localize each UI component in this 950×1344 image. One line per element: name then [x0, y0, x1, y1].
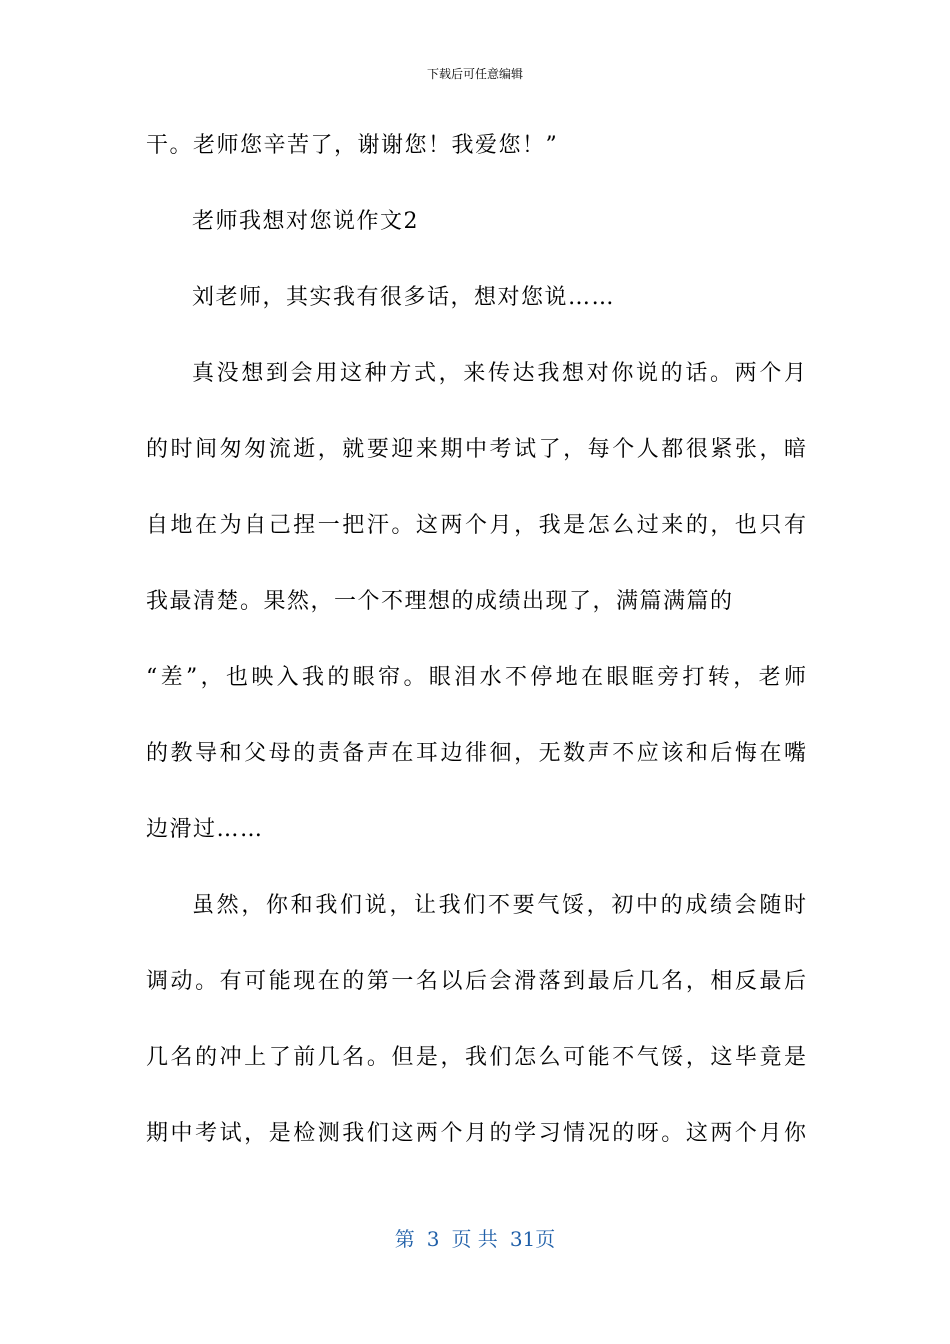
text-line: 边滑过…… — [146, 817, 264, 842]
text-line: 调动。有可能现在的第一名以后会滑落到最后几名，相反最后 — [146, 969, 806, 994]
text-line: 期中考试，是检测我们这两个月的学习情况的呀。这两个月你 — [146, 1121, 806, 1146]
text-line: 自地在为自己捏一把汗。这两个月，我是怎么过来的，也只有 — [146, 513, 806, 538]
header-note: 下载后可任意编辑 — [426, 67, 523, 81]
text-line: 刘老师，其实我有很多话，想对您说…… — [192, 285, 616, 310]
text-line: “差”，也映入我的眼帘。眼泪水不停地在眼眶旁打转，老师 — [146, 665, 806, 690]
section-title: 老师我想对您说作文2 — [192, 209, 419, 234]
footer-current-page: 3 — [426, 1227, 440, 1251]
text-line: 几名的冲上了前几名。但是，我们怎么可能不气馁，这毕竟是 — [146, 1045, 806, 1070]
text-line: 的教导和父母的责备声在耳边徘徊，无数声不应该和后悔在嘴 — [146, 741, 806, 766]
text-line: 干。老师您辛苦了，谢谢您！我爱您！” — [146, 133, 559, 158]
text-line: 虽然，你和我们说，让我们不要气馁，初中的成绩会随时 — [192, 893, 806, 918]
footer-label-page: 第 — [394, 1227, 415, 1251]
body-text — [146, 128, 806, 1192]
footer-label-of: 页 共 — [451, 1227, 498, 1251]
text-line: 的时间匆匆流逝，就要迎来期中考试了，每个人都很紧张，暗 — [146, 437, 806, 462]
page-footer — [0, 1226, 950, 1252]
text-line: 真没想到会用这种方式，来传达我想对你说的话。两个月 — [192, 361, 806, 386]
text-line: 我最清楚。果然，一个不理想的成绩出现了，满篇满篇的 — [146, 589, 734, 614]
footer-total-pages: 31页 — [509, 1227, 556, 1251]
